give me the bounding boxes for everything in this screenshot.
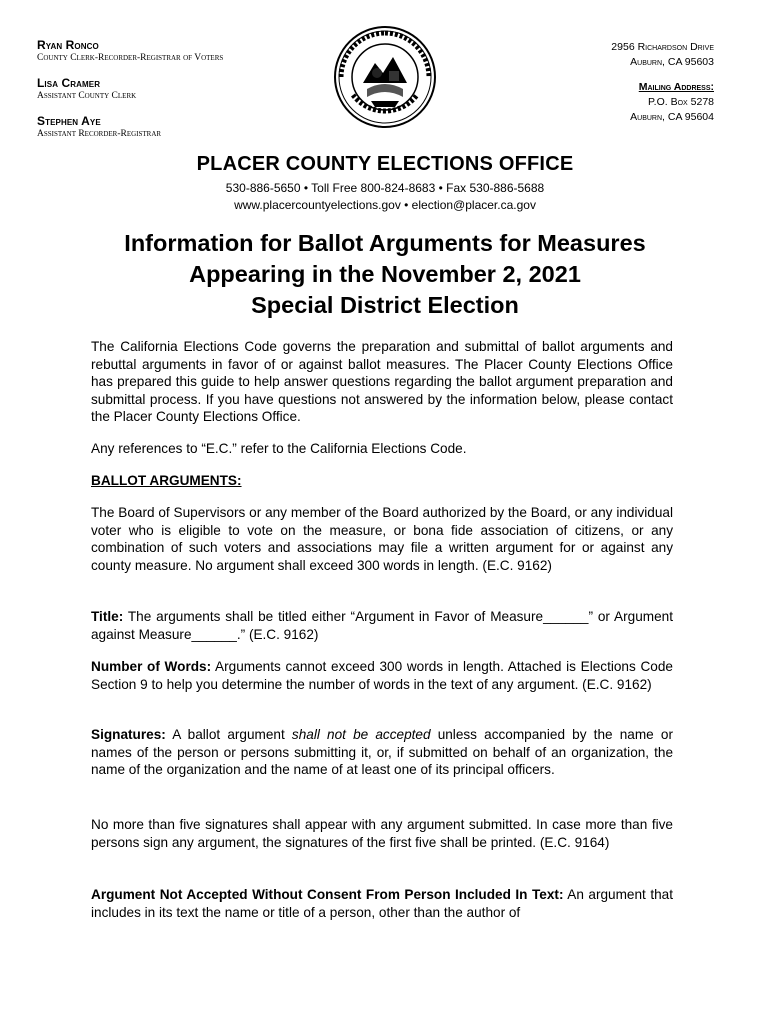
consent-paragraph (91, 886, 673, 921)
five-signatures-paragraph: No more than five signatures shall appear with any argument submitted. In case more than five persons sign any argument, the signatures of the first five shall be printed. (E.C. 9164) (91, 817, 673, 850)
section-heading (91, 472, 673, 490)
title-line: Special District Election (251, 292, 519, 318)
po-box: P.O. Box 5278 (648, 96, 714, 108)
po-city: Auburn, CA 95604 (630, 111, 714, 123)
signatures-text-a: A ballot argument (165, 727, 292, 742)
title-text: The arguments shall be titled either “Argument in Favor of Measure______” or Argument against Measure______.” (E.C. 9162) (91, 609, 673, 642)
signatures-label: Signatures: (91, 727, 166, 742)
title-line: Information for Ballot Arguments for Measures (124, 230, 646, 256)
intro-paragraph: The California Elections Code governs the preparation and submittal of ballot arguments and rebuttal arguments in favor of or against ballot measures. The Placer County Elections Office has prepared this guide to help answer questions regarding the ballot argument preparation and submittal process. If you have questions not answered by the information below, please contact the Placer County Elections Office. (91, 339, 673, 425)
county-seal-icon (333, 25, 437, 129)
street-address: 2956 Richardson Drive (611, 41, 714, 53)
official-role: Assistant County Clerk (37, 91, 137, 101)
office-web-line: www.placercountyelections.gov • election@placer.ca.gov (234, 198, 536, 212)
official-role: Assistant Recorder-Registrar (37, 129, 162, 139)
signatures-paragraph (91, 726, 673, 779)
who-may-file-paragraph: The Board of Supervisors or any member of the Board authorized by the Board, or any individual voter who is eligible to vote on the measure, or bona fide association of citizens, or any combination of such voters and associations may file a written argument for or against any county measure. No argument shall exceed 300 words in length. (E.C. 9162) (91, 505, 673, 573)
official-role: County Clerk-Recorder-Registrar of Voters (37, 53, 224, 63)
words-paragraph (91, 658, 673, 693)
signatures-text-b: unless accompanied by the name or names of the person or persons submitting it, or, if submitted on behalf of an organization, the name of the organization and the name of at least one of its principal officers. (91, 727, 673, 778)
mailing-address-label: Mailing Address: (638, 81, 714, 93)
consent-label: Argument Not Accepted Without Consent From Person Included In Text: (91, 887, 564, 902)
officials-list (37, 38, 327, 140)
signatures-text-italic: shall not be accepted (291, 727, 431, 742)
official-name: Stephen Aye (37, 114, 101, 128)
city-address: Auburn, CA 95603 (630, 56, 714, 68)
address-block (514, 40, 714, 125)
words-label: Number of Words: (91, 659, 212, 674)
title-label: Title: (91, 609, 124, 624)
words-text: Arguments cannot exceed 300 words in length. Attached is Elections Code Section 9 to help you determine the number of words in the text of any argument. (E.C. 9162) (91, 659, 673, 692)
title-paragraph (91, 608, 673, 643)
ballot-arguments-heading: BALLOT ARGUMENTS: (91, 473, 242, 488)
official-name: Lisa Cramer (37, 76, 101, 90)
office-phone-line: 530-886-5650 • Toll Free 800-824-8683 • Fax 530-886-5688 (225, 181, 545, 195)
office-title: PLACER COUNTY ELECTIONS OFFICE (196, 153, 574, 175)
consent-text: An argument that includes in its text the name or title of a person, other than the author of (91, 887, 674, 920)
document-title (60, 228, 710, 321)
title-line: Appearing in the November 2, 2021 (189, 261, 581, 287)
official-name: Ryan Ronco (37, 38, 99, 52)
references-paragraph: Any references to “E.C.” refer to the California Elections Code. (91, 441, 467, 456)
